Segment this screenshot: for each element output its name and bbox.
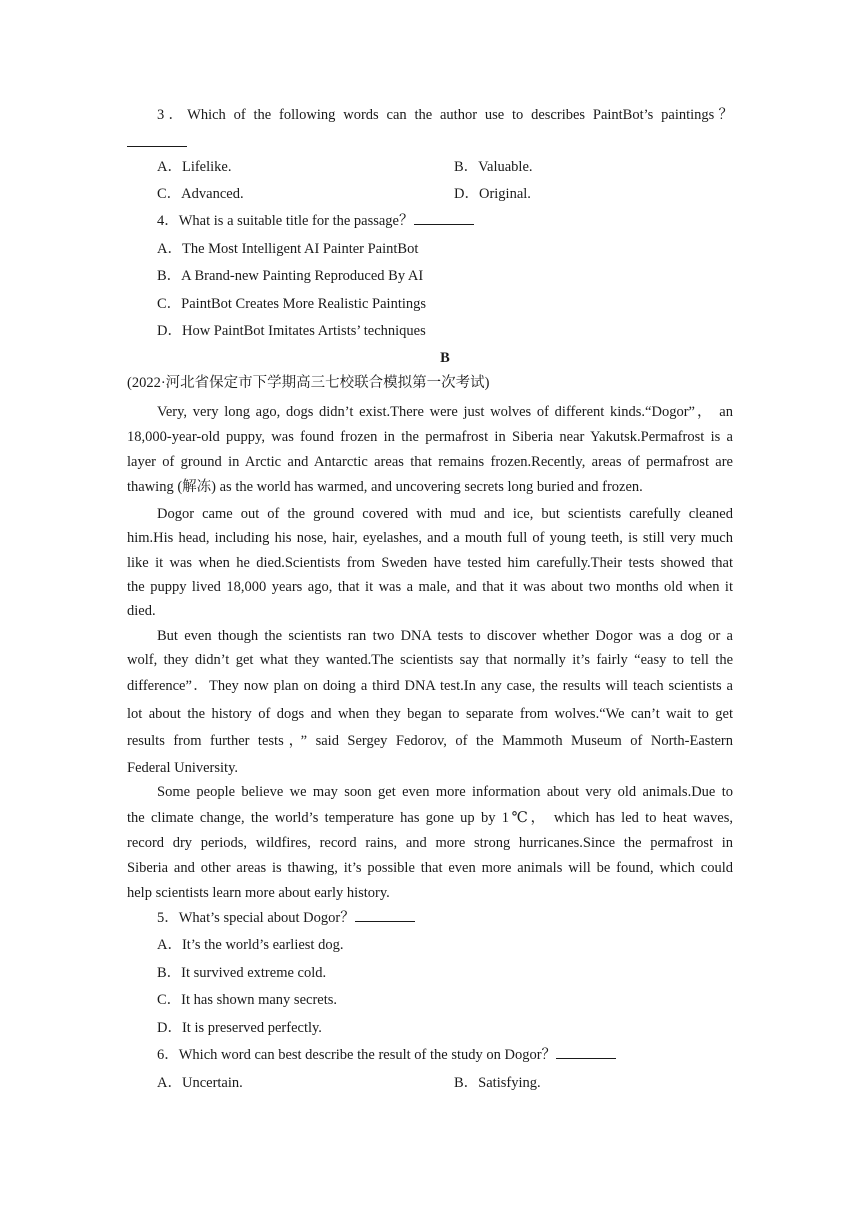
q5-stem: 5．What’s special about Dogor？ xyxy=(157,909,415,927)
q3-option-a: A．Lifelike. xyxy=(157,159,232,175)
paragraph-2-line: the puppy lived 18,000 years ago, that it was a male, and that it was about two months old when it xyxy=(127,579,733,595)
paragraph-1-line: Very, very long ago, dogs didn’t exist.There were just wolves of different kinds.“Dogor”， an xyxy=(157,404,733,420)
paragraph-4-line: record dry periods, wildfires, record rains, and more strong hurricanes.Since the permafrost in xyxy=(127,835,733,851)
paragraph-4-line: help scientists learn more about early history. xyxy=(127,885,390,901)
paragraph-4-line: Some people believe we may soon get even more information about very old animals.Due to xyxy=(157,784,733,800)
paragraph-3-line: results from further tests，” said Sergey Fedorov, of the Mammoth Museum of North-Eastern xyxy=(127,733,733,749)
passage-source: (2022·河北省保定市下学期高三七校联合模拟第一次考试) xyxy=(127,375,490,391)
q5-option-b: B．It survived extreme cold. xyxy=(157,965,327,981)
q6-option-b: B．Satisfying. xyxy=(454,1075,541,1091)
q5-option-c: C．It has shown many secrets. xyxy=(157,992,338,1008)
paragraph-2-line: Dogor came out of the ground covered with mud and ice, but scientists carefully cleaned xyxy=(157,506,733,522)
paragraph-3-line: difference”．They now plan on doing a third DNA test.In any case, the results will teach scientists a xyxy=(127,678,733,694)
section-heading: B xyxy=(440,350,450,366)
q4-option-a: A．The Most Intelligent AI Painter PaintBot xyxy=(157,241,419,257)
paragraph-2-line: him.His head, including his nose, hair, eyelashes, and a mouth full of young teeth, is still very much xyxy=(127,530,733,546)
q6-stem: 6．Which word can best describe the result of the study on Dogor？ xyxy=(157,1046,616,1064)
paragraph-4-line: the climate change, the world’s temperature has gone up by 1℃， which has led to heat waves, xyxy=(127,810,733,826)
q5-option-d: D．It is preserved perfectly. xyxy=(157,1020,322,1036)
q3-option-b: B．Valuable. xyxy=(454,159,533,175)
paragraph-3-line: lot about the history of dogs and when they began to separate from wolves.“We can’t wait to get xyxy=(127,706,733,722)
q3-option-d: D．Original. xyxy=(454,186,531,202)
q3-option-c: C．Advanced. xyxy=(157,186,244,202)
q5-option-a: A．It’s the world’s earliest dog. xyxy=(157,937,344,953)
paragraph-3-line: wolf, they didn’t get what they wanted.The scientists say that normally it’s fairly “easy to tell the xyxy=(127,652,733,668)
paragraph-1-line: layer of ground in Arctic and Antarctic areas that remains frozen.Recently, areas of permafrost are xyxy=(127,454,733,470)
q4-option-d: D．How PaintBot Imitates Artists’ techniques xyxy=(157,323,426,339)
q3-stem: 3．Which of the following words can the author use to describes PaintBot’s paintings？ xyxy=(157,107,733,123)
paragraph-3-line: But even though the scientists ran two DNA tests to discover whether Dogor was a dog or a xyxy=(157,628,733,644)
paragraph-1-line: 18,000-year-old puppy, was found frozen in the permafrost in Siberia near Yakutsk.Permafrost is a xyxy=(127,429,733,445)
q6-option-a: A．Uncertain. xyxy=(157,1075,243,1091)
paragraph-1-line: thawing (解冻) as the world has warmed, and uncovering secrets long buried and frozen. xyxy=(127,479,643,495)
q4-option-b: B．A Brand-new Painting Reproduced By AI xyxy=(157,268,424,284)
q3-answer-blank xyxy=(127,134,187,152)
paragraph-4-line: Siberia and other areas is thawing, it’s possible that even more animals will be found, which could xyxy=(127,860,733,876)
paragraph-2-line: like it was when he died.Scientists from Sweden have tested him carefully.Their tests showed that xyxy=(127,555,733,571)
q4-option-c: C．PaintBot Creates More Realistic Paintings xyxy=(157,296,427,312)
q4-stem: 4．What is a suitable title for the passage？ xyxy=(157,212,474,230)
paragraph-2-line: died. xyxy=(127,603,156,619)
paragraph-3-line: Federal University. xyxy=(127,760,239,776)
